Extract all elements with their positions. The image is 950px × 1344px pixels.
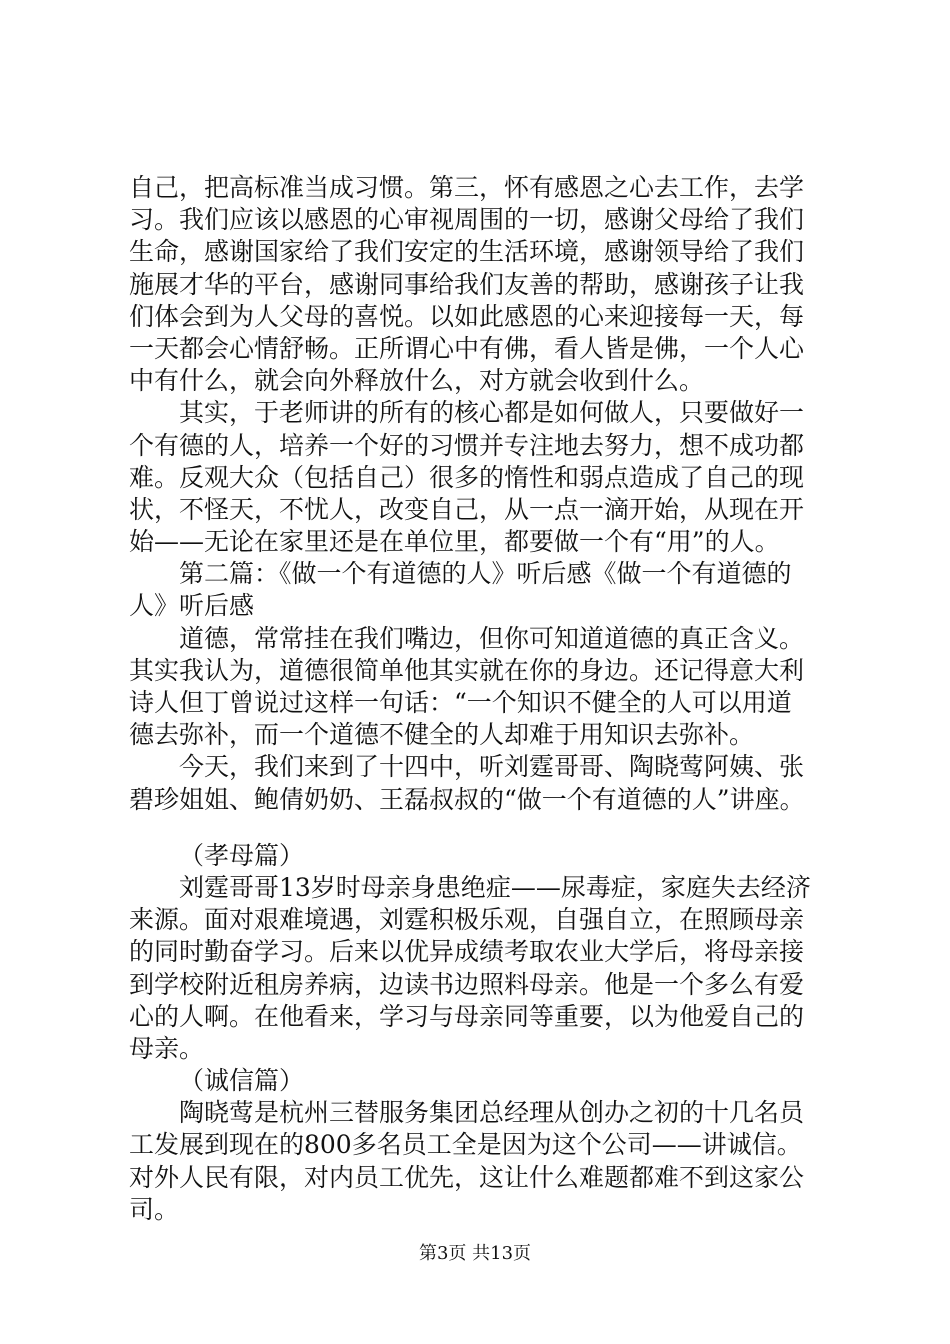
paragraph-core-summary <box>129 397 839 558</box>
page-footer: 第3页 共13页 <box>418 1243 532 1264</box>
text-line: 碧珍姐姐、鲍倩奶奶、王磊叔叔的“做一个有道德的人”讲座。 <box>129 784 805 814</box>
text-line: 心的人啊。在他看来，学习与母亲同等重要，以为他爱自己的 <box>129 1001 805 1031</box>
text-line: 习。我们应该以感恩的心审视周围的一切，感谢父母给了我们 <box>129 205 805 235</box>
text-line: 诗人但丁曾说过这样一句话：“一个知识不健全的人可以用道 <box>129 688 792 717</box>
text-line: 一天都会心情舒畅。正所谓心中有佛，看人皆是佛，一个人心 <box>129 333 805 363</box>
text-line: 中有什么，就会向外释放什么，对方就会收到什么。 <box>129 366 705 396</box>
text-line: 个有德的人，培养一个好的习惯并专注地去努力，想不成功都 <box>129 430 805 460</box>
text-line: 来源。面对艰难境遇，刘霆积极乐观，自强自立，在照顾母亲 <box>129 905 805 935</box>
text-line: 状，不怪天，不忧人，改变自己，从一点一滴开始，从现在开 <box>129 494 805 524</box>
document-body <box>129 172 839 1226</box>
text-line: 司。 <box>129 1194 180 1224</box>
text-line: 们体会到为人父母的喜悦。以如此感恩的心来迎接每一天，每 <box>129 301 805 331</box>
blank-line <box>129 816 839 840</box>
text-line: 施展才华的平台，感谢同事给我们友善的帮助，感谢孩子让我 <box>129 269 805 299</box>
text-line: 生命，感谢国家给了我们安定的生活环境，感谢领导给了我们 <box>129 237 805 267</box>
text-line: 其实，于老师讲的所有的核心都是如何做人，只要做好一 <box>179 398 805 428</box>
text-line: 母亲。 <box>129 1033 205 1063</box>
text-line: 道德，常常挂在我们嘴边，但你可知道道德的真正含义。 <box>179 623 805 653</box>
text-line: 刘霆哥哥13岁时母亲身患绝症——尿毒症，家庭失去经济 <box>179 872 811 902</box>
paragraph-lecture <box>129 751 839 815</box>
text-line: 德去弥补，而一个道德不健全的人却难于用知识去弥补。 <box>129 720 755 750</box>
paragraph-gratitude <box>129 172 839 397</box>
paragraph-liu-ting <box>129 872 839 1065</box>
text-line: 其实我认为，道德很简单他其实就在你的身边。还记得意大利 <box>129 655 805 685</box>
text-line: 自己，把高标准当成习惯。第三，怀有感恩之心去工作，去学 <box>129 173 805 202</box>
text-line: 始——无论在家里还是在单位里，都要做一个有“用”的人。 <box>129 527 780 557</box>
section-label-integrity: （诚信篇） <box>179 1066 305 1096</box>
text-line: 今天，我们来到了十四中，听刘霆哥哥、陶晓莺阿姨、张 <box>179 752 805 782</box>
heading-line: 人》听后感 <box>129 591 255 621</box>
paragraph-morality <box>129 623 839 752</box>
section-heading-part-two <box>129 558 839 622</box>
heading-line: 第二篇：《做一个有道德的人》听后感《做一个有道德的 <box>179 559 792 589</box>
text-line: 的同时勤奋学习。后来以优异成绩考取农业大学后，将母亲接 <box>129 937 805 967</box>
text-line: 难。反观大众（包括自己）很多的惰性和弱点造成了自己的现 <box>129 462 805 492</box>
text-line: 陶晓莺是杭州三替服务集团总经理从创办之初的十几名员 <box>179 1098 805 1128</box>
paragraph-tao-xiaoying <box>129 1097 839 1226</box>
text-line: 对外人民有限，对内员工优先，这让什么难题都难不到这家公 <box>129 1162 805 1192</box>
text-line: 工发展到现在的800多名员工全是因为这个公司——讲诚信。 <box>129 1130 802 1160</box>
section-label-filial: （孝母篇） <box>179 840 305 870</box>
text-line: 到学校附近租房养病，边读书边照料母亲。他是一个多么有爱 <box>129 969 805 999</box>
